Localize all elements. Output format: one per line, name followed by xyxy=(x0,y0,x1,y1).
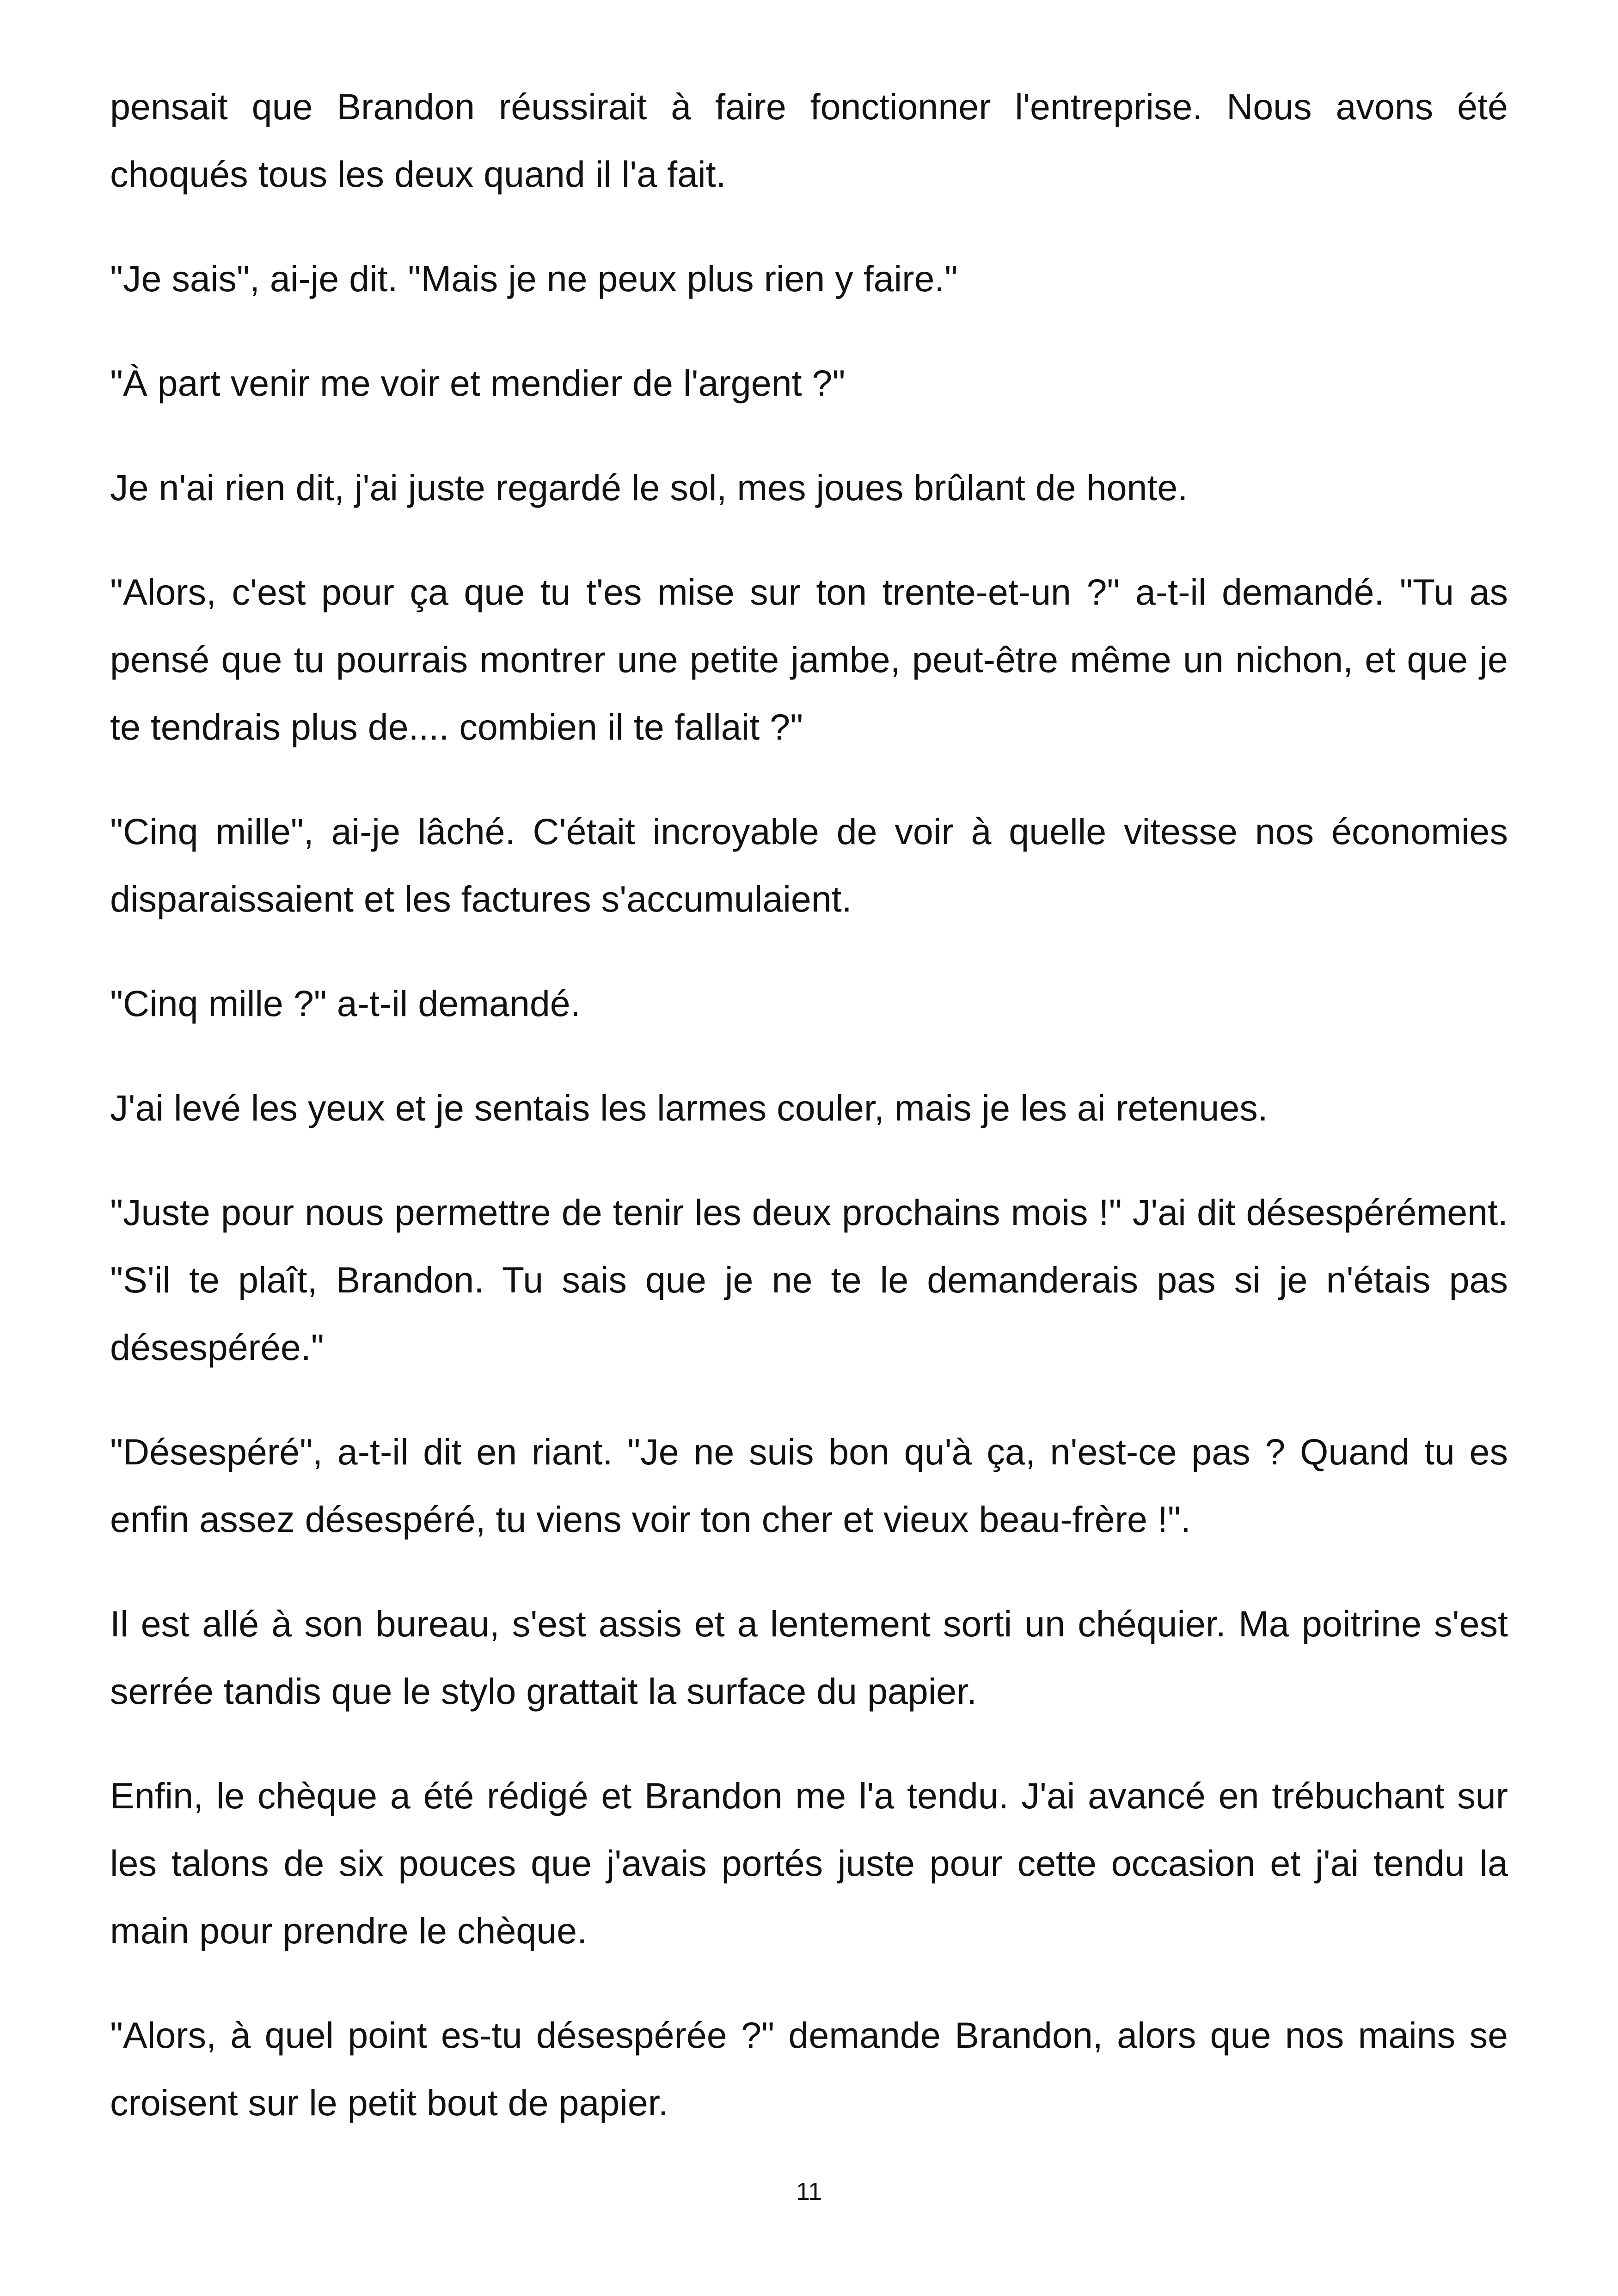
paragraph: J'ai levé les yeux et je sentais les larmes couler, mais je les ai retenues. xyxy=(110,1087,1268,1128)
paragraph: "Je sais", ai-je dit. "Mais je ne peux plus rien y faire." xyxy=(110,258,958,299)
paragraph: "Cinq mille ?" a-t-il demandé. xyxy=(110,983,581,1024)
paragraph: Enfin, le chèque a été rédigé et Brandon me l'a tendu. J'ai avancé en trébuchant sur les talons de six pouces que j'avais portés juste pour cette occasion et j'ai tendu la main pour prendre le chèque. xyxy=(110,1775,1508,1951)
paragraph: "Juste pour nous permettre de tenir les deux prochains mois !" J'ai dit désespérément. "S'il te plaît, Brandon. Tu sais que je ne te le demanderais pas si je n'étais pas désespérée." xyxy=(110,1192,1508,1368)
paragraph: "Alors, c'est pour ça que tu t'es mise sur ton trente-et-un ?" a-t-il demandé. "Tu as pensé que tu pourrais montrer une petite jambe, peut-être même un nichon, et que je te tendrais plus de.... combien il te fallait ?" xyxy=(110,571,1508,747)
paragraph: Je n'ai rien dit, j'ai juste regardé le sol, mes joues brûlant de honte. xyxy=(110,467,1188,508)
paragraph: "Désespéré", a-t-il dit en riant. "Je ne suis bon qu'à ça, n'est-ce pas ? Quand tu es enfin assez désespéré, tu viens voir ton cher et vieux beau-frère !". xyxy=(110,1431,1508,1540)
body-text xyxy=(110,73,1508,2137)
page-number: 11 xyxy=(796,2178,822,2205)
paragraph: pensait que Brandon réussirait à faire fonctionner l'entreprise. Nous avons été choqués tous les deux quand il l'a fait. xyxy=(110,86,1508,195)
paragraph: "À part venir me voir et mendier de l'argent ?" xyxy=(110,362,846,404)
paragraph: Il est allé à son bureau, s'est assis et a lentement sorti un chéquier. Ma poitrine s'est serrée tandis que le stylo grattait la surface du papier. xyxy=(110,1603,1508,1712)
paragraph: "Cinq mille", ai-je lâché. C'était incroyable de voir à quelle vitesse nos économies disparaissaient et les factures s'accumulaient. xyxy=(110,811,1508,919)
paragraph: "Alors, à quel point es-tu désespérée ?" demande Brandon, alors que nos mains se croisent sur le petit bout de papier. xyxy=(110,2014,1508,2123)
